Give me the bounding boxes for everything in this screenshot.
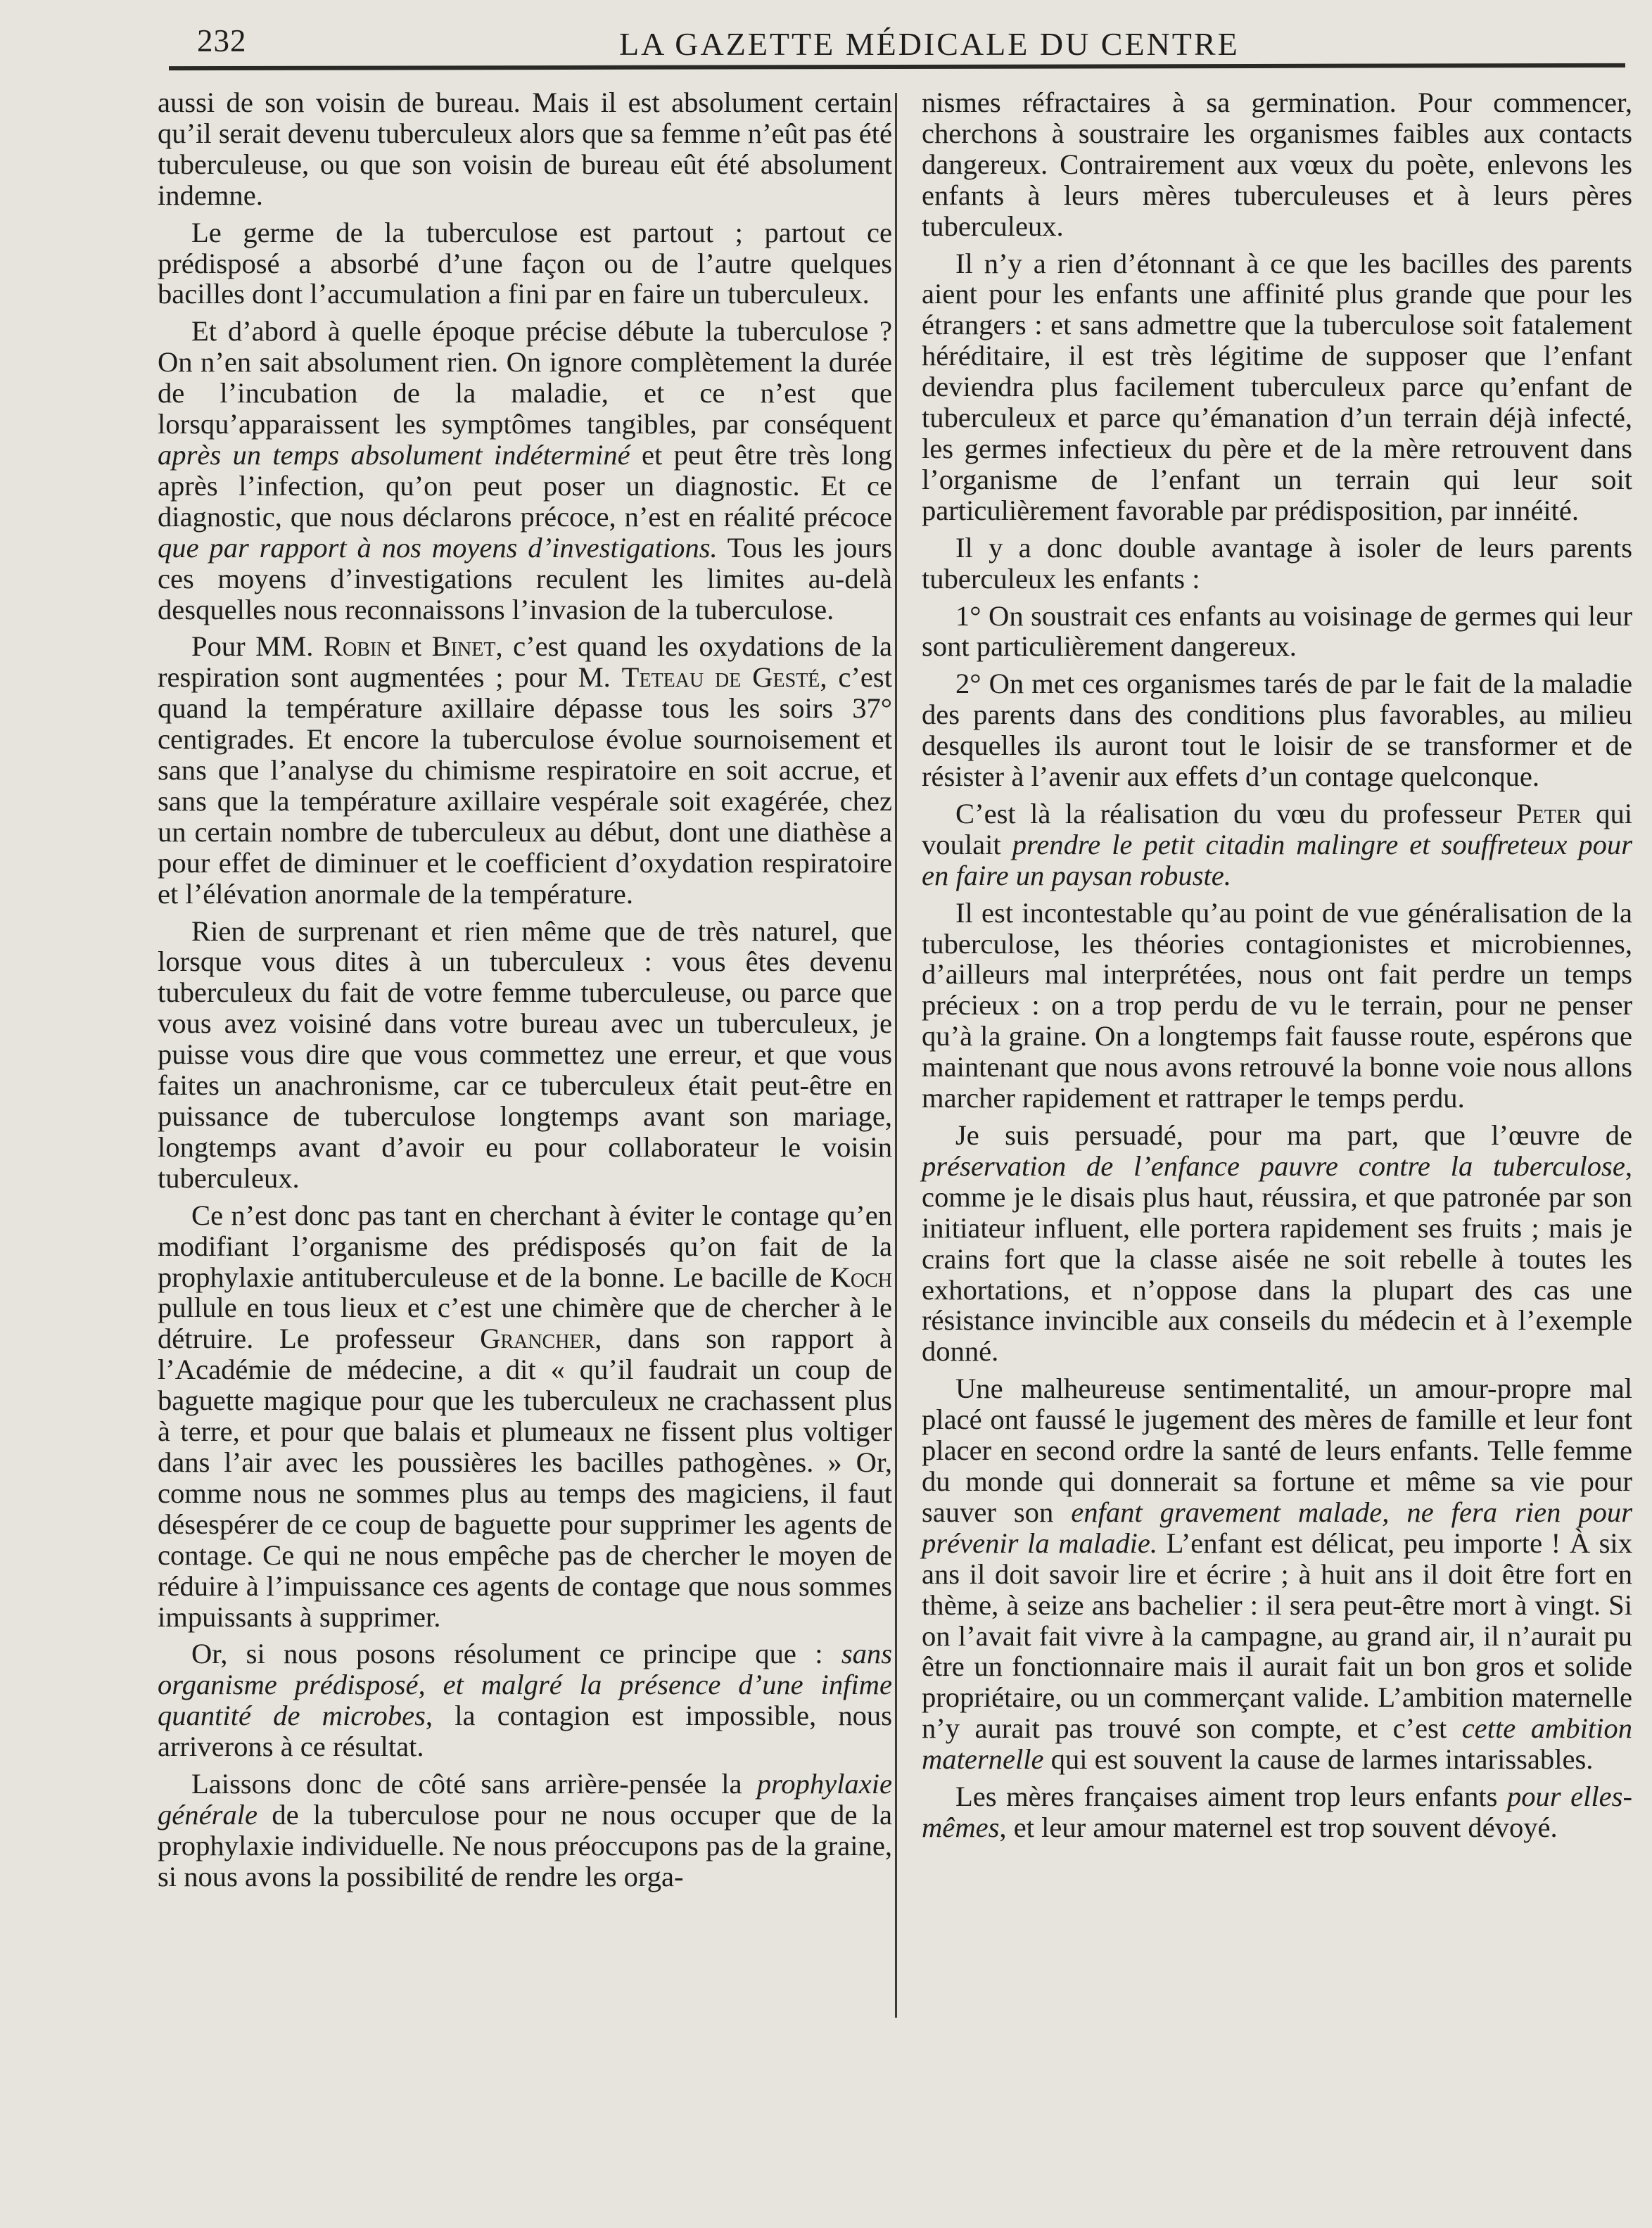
paragraph: Rien de surprenant et rien même que de très naturel, que lorsque vous dites à un tuberculeux : vous êtes devenu tuberculeux du fait de votre femme tuberculeuse, ou parce que vous avez voisiné dans votre bureau avec un tuberculeux, je puisse vous dire que vous commettez une erreur, et que vous faites un anachronisme, car ce tuberculeux était peut-être en puissance de tuberculose longtemps avant son mariage, longtemps avant d’avoir eu pour collaborateur le voisin tuberculeux. <box>158 915 892 1194</box>
journal-title: LA GAZETTE MÉDICALE DU CENTRE <box>619 26 1240 62</box>
paragraph: Laissons donc de côté sans arrière-pensée la prophylaxie générale de la tuberculose pour ne nous occuper que de la prophylaxie individuelle. Ne nous préoccupons pas de la graine, si nous avons la possibilité de rendre les orga- <box>158 1768 892 1892</box>
paragraph: Je suis persuadé, pour ma part, que l’œuvre de préservation de l’enfance pauvre contre la tuberculose, comme je le disais plus haut, réussira, et que patronée par son initiateur influent, elle portera rapidement ses fruits ; mais je crains fort que la classe aisée ne soit rebelle à toutes les exhortations, et n’oppose dans la plupart des cas une résistance invincible aux conseils du médecin et à l’exemple donné. <box>922 1119 1632 1368</box>
paragraph: Il y a donc double avantage à isoler de leurs parents tuberculeux les enfants : <box>922 531 1632 594</box>
paragraph: Le germe de la tuberculose est partout ; partout ce prédisposé a absorbé d’une façon ou de l’autre quelques bacilles dont l’accumulation a fini par en faire un tuberculeux. <box>158 216 892 310</box>
paragraph: C’est là la réalisation du vœu du professeur Peter qui voulait prendre le petit citadin malingre et souffreteux pour en faire un paysan robuste. <box>922 797 1633 891</box>
paragraph: Il est incontestable qu’au point de vue généralisation de la tuberculose, les théories contagionistes et microbiennes, d’ailleurs mal interprétées, nous ont fait perdre un temps précieux : on a trop perdu de vu le terrain, pour ne penser qu’à la graine. On a longtemps fait fausse route, espérons que maintenant que nous avons retrouvé la bonne voie nous allons marcher rapidement et rattraper le temps perdu. <box>922 896 1632 1114</box>
header-rule <box>169 63 1625 70</box>
right-column <box>922 87 1632 1850</box>
paragraph: Et d’abord à quelle époque précise débute la tuberculose ? On n’en sait absolument rien. On ignore complètement la durée de l’incubation de la maladie, et ce n’est que lorsqu’apparaissent les symptômes tangibles, par conséquent après un temps absolument indéterminé et peut être très long après l’infection, qu’on peut poser un diagnostic. Et ce diagnostic, que nous déclarons précoce, n’est en réalité précoce que par rapport à nos moyens d’investigations. Tous les jours ces moyens d’investigations reculent les limites au-delà desquelles nous reconnaissons l’invasion de la tuberculose. <box>158 315 892 625</box>
paragraph: Pour MM. Robin et Binet, c’est quand les oxydations de la respiration sont augmentées ; pour M. Teteau de Gesté, c’est quand la température axillaire dépasse tous les soirs 37° centigrades. Et encore la tuberculose évolue sournoisement et sans que l’analyse du chimisme respiratoire en soit accrue, et sans que la température axillaire vespérale soit exagérée, chez un certain nombre de tuberculeux au début, dont une diathèse a pour effet de diminuer et le coefficient d’oxydation respiratoire et l’élévation anormale de la température. <box>158 630 892 910</box>
paragraph: Or, si nous posons résolument ce principe que : sans organisme prédisposé, et malgré la présence d’une infime quantité de microbes, la contagion est impossible, nous arriverons à ce résultat. <box>158 1638 893 1763</box>
paragraph: Ce n’est donc pas tant en cherchant à éviter le contage qu’en modifiant l’organisme des prédisposés qu’on fait de la prophylaxie antituberculeuse et de la bonne. Le bacille de Koch pullule en tous lieux et c’est une chimère que de chercher à le détruire. Le professeur Grancher, dans son rapport à l’Académie de médecine, a dit « qu’il faudrait un coup de baguette magique pour que les tuberculeux ne crachassent plus à terre, et pour que balais et plumeaux ne fissent plus voltiger dans l’air avec les poussières les bacilles pathogènes. » Or, comme nous ne sommes plus au temps des magiciens, il faut désespérer de ce coup de baguette pour supprimer les agents de contage. Ce qui ne nous empêche pas de chercher le moyen de réduire à l’impuissance ces agents de contage que nous sommes impuissants à supprimer. <box>158 1199 892 1633</box>
paragraph: aussi de son voisin de bureau. Mais il est absolument certain qu’il serait devenu tuberculeux alors que sa femme n’eût pas été tuberculeuse, ou que son voisin de bureau eût été absolument indemne. <box>158 87 892 211</box>
paragraph: Les mères françaises aiment trop leurs enfants pour elles-mêmes, et leur amour maternel est trop souvent dévoyé. <box>922 1781 1632 1843</box>
paragraph: nismes réfractaires à sa germination. Pour commencer, cherchons à soustraire les organismes faibles aux contacts dangereux. Contrairement aux vœux du poète, enlevons les enfants à leurs mères tuberculeuses et à leurs pères tuberculeux. <box>922 87 1632 242</box>
running-header <box>169 10 1618 62</box>
page-number: 232 <box>197 23 247 58</box>
paragraph: 2° On met ces organismes tarés de par le fait de la maladie des parents dans des conditions plus favorables, au milieu desquelles ils auront tout le loisir de se transformer et de résister à l’avenir aux effets d’un contage quelconque. <box>922 668 1632 793</box>
paragraph: 1° On soustrait ces enfants au voisinage de germes qui leur sont particulièrement dangereux. <box>922 599 1632 663</box>
paragraph: Il n’y a rien d’étonnant à ce que les bacilles des parents aient pour les enfants une affinité plus grande que pour les étrangers : et sans admettre que la tuberculose soit fatalement héréditaire, il est très légitime de supposer que l’enfant deviendra plus facilement tuberculeux parce qu’enfant de tuberculeux et parce qu’émanation d’un terrain déjà infecté, les germes infectieux du père et de la mère retrouvent dans l’organisme de l’enfant un terrain qui leur soit particulièrement favorable par prédisposition, par innéité. <box>922 247 1632 526</box>
left-column <box>158 87 892 1899</box>
column-divider <box>895 93 897 2018</box>
paragraph: Une malheureuse sentimentalité, un amour-propre mal placé ont faussé le jugement des mères de famille et leur font placer en second ordre la santé de leurs enfants. Telle femme du monde qui donnerait sa fortune et même sa vie pour sauver son enfant gravement malade, ne fera rien pour prévenir la maladie. L’enfant est délicat, peu importe ! À six ans il doit savoir lire et écrire ; à huit ans il doit être fort en thème, à seize ans bachelier : il sera peut-être mort à vingt. Si on l’avait fait vivre à la campagne, au grand air, il n’aurait pu être un fonctionnaire mais il aurait fait un bon gros et solide propriétaire, ou un commerçant valide. L’ambition maternelle n’y aurait pas trouvé son compte, et c’est cette ambition maternelle qui est souvent la cause de larmes intarissables. <box>922 1373 1633 1776</box>
